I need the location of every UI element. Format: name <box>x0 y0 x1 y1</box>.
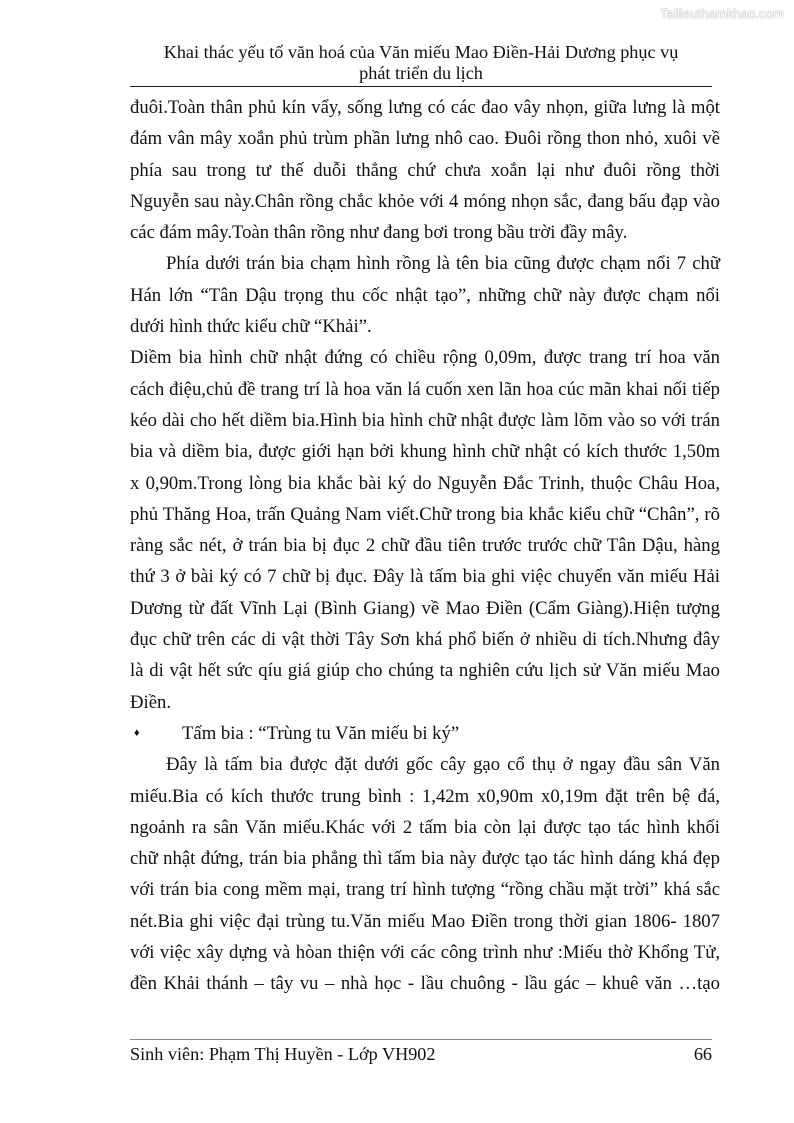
watermark: Tailieuthamkhao.com <box>659 6 784 21</box>
text-line: Nguyễn sau này.Chân rồng chắc khỏe với 4 móng nhọn sắc, đang bấu đạp vào <box>130 190 720 212</box>
text-line: đền Khải thánh – tây vu – nhà học - lầu chuông - lầu gác – khuê văn …tạo <box>130 973 720 995</box>
text-line: thứ 3 ở bài ký có 7 chữ bị đục. Đây là tấm bia ghi việc chuyển văn miếu Hải <box>130 566 720 588</box>
paragraph-4 <box>130 749 720 999</box>
text-line: phủ Thăng Hoa, trấn Quảng Nam viết.Chữ trong bia khắc kiểu chữ “Chân”, rõ <box>130 503 720 525</box>
header-divider <box>130 86 712 87</box>
header-title-line-2: phát triển du lịch <box>359 63 483 83</box>
footer-divider <box>130 1039 712 1040</box>
text-line: với trán bia cong mềm mại, trang trí hình tượng “rồng chầu mặt trời” khá sắc <box>130 879 720 901</box>
text-line: bia và diềm bia, được giới hạn bởi khung hình chữ nhật có kích thước 1,50m <box>130 441 720 463</box>
page-header <box>130 42 712 84</box>
text-line: dưới hình thức kiểu chữ “Khải”. <box>130 316 372 338</box>
text-line: với việc xây dựng và hòan thiện với các công trình như :Miếu thờ Khổng Tử, <box>130 942 720 964</box>
paragraph-2 <box>130 248 720 342</box>
text-line: Đây là tấm bia được đặt dưới gốc cây gạo cổ thụ ở ngay đầu sân Văn <box>166 754 720 776</box>
document-body <box>130 92 720 1000</box>
text-line: kéo dài cho hết diềm bia.Hình bia hình chữ nhật được làm lõm vào so với trán <box>130 409 720 431</box>
text-line: chữ nhật đứng, trán bia phẳng thì tấm bia này được tạo tác hình dáng khá đẹp <box>130 848 720 870</box>
header-title-line-1: Khai thác yếu tố văn hoá của Văn miếu Mao Điền-Hải Dương phục vụ <box>163 42 679 62</box>
text-line: đám vân mây xoắn phủ trùm phần lưng nhô cao. Đuôi rồng thon nhỏ, xuôi về <box>130 128 720 150</box>
paragraph-1 <box>130 92 720 248</box>
text-line: ràng sắc nét, ở trán bia bị đục 2 chữ đầu tiên trước trước chữ Tân Dậu, hàng <box>130 535 720 557</box>
text-line: cách điệu,chủ đề trang trí là hoa văn lá cuốn xen lãn hoa cúc mãn khai nối tiếp <box>130 378 720 400</box>
text-line: miếu.Bia có kích thước trung bình : 1,42m x0,90m x0,19m đặt trên bệ đá, <box>130 785 720 807</box>
bullet-text: Tấm bia : “Trùng tu Văn miếu bi ký” <box>182 722 460 744</box>
text-line: đục chữ trên các di vật thời Tây Sơn khá phổ biến ở nhiều di tích.Nhưng đây <box>130 629 720 651</box>
text-line: nét.Bia ghi việc đại trùng tu.Văn miếu Mao Điền trong thời gian 1806- 1807 <box>130 910 720 932</box>
text-line: đuôi.Toàn thân phủ kín vẩy, sống lưng có các đao vây nhọn, giữa lưng là một <box>130 97 720 118</box>
bullet-item <box>130 718 720 749</box>
text-line: Điền. <box>130 691 171 713</box>
diamond-bullet-icon: ♦ <box>134 726 140 739</box>
footer-student-info: Sinh viên: Phạm Thị Huyền - Lớp VH902 <box>130 1044 436 1064</box>
text-line: Phía dưới trán bia chạm hình rồng là tên bia cũng được chạm nổi 7 chữ <box>166 253 720 275</box>
text-line: x 0,90m.Trong lòng bia khắc bài ký do Nguyễn Đắc Trinh, thuộc Châu Hoa, <box>130 472 720 494</box>
text-line: ngoảnh ra sân Văn miếu.Khác với 2 tấm bia còn lại được tạo tác hình khối <box>130 816 720 838</box>
page-footer <box>130 1043 712 1065</box>
text-line: phía sau trong tư thế duỗi thẳng chứ chưa xoắn lại như đuôi rồng thời <box>130 159 720 181</box>
text-line: là di vật hết sức qíu giá giúp cho chúng ta nghiên cứu lịch sử Văn miếu Mao <box>130 660 720 682</box>
text-line: các đám mây.Toàn thân rồng như đang bơi trong bầu trời đầy mây. <box>130 222 628 244</box>
text-line: Hán lớn “Tân Dậu trọng thu cốc nhật tạo”, những chữ này được chạm nổi <box>130 284 720 306</box>
paragraph-3 <box>130 342 720 718</box>
page-number: 66 <box>693 1044 712 1064</box>
text-line: Diềm bia hình chữ nhật đứng có chiều rộng 0,09m, được trang trí hoa văn <box>130 347 720 369</box>
text-line: Dương từ đất Vĩnh Lại (Bình Giang) về Mao Điền (Cẩm Giàng).Hiện tượng <box>130 597 720 619</box>
